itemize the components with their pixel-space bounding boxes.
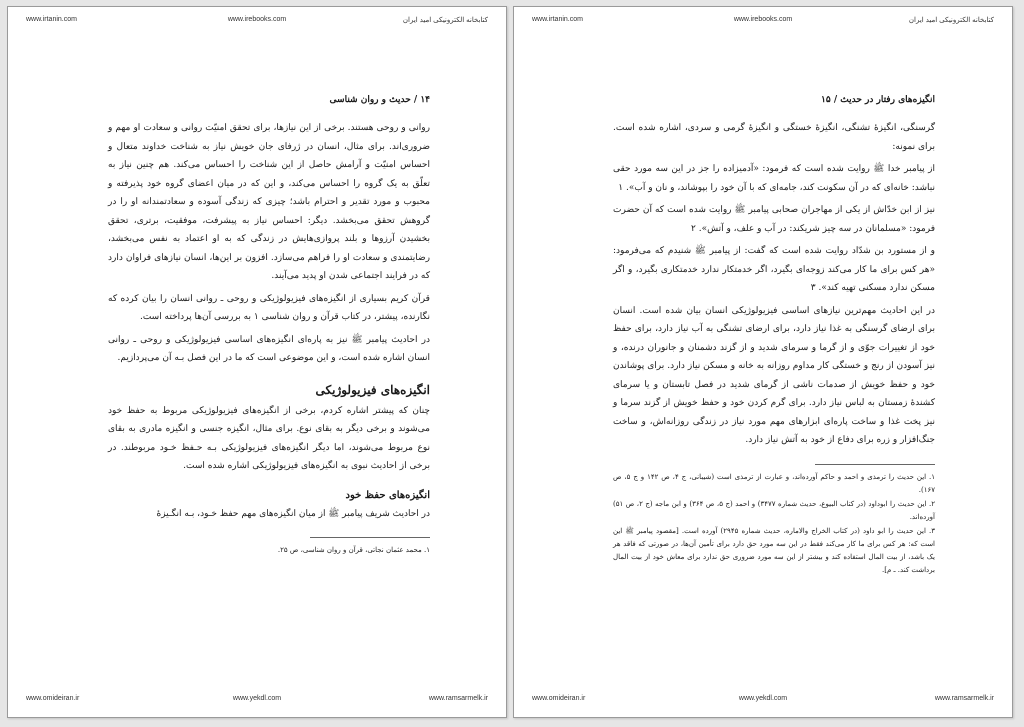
footer-link-yekdl[interactable]: www.yekdl.com xyxy=(232,695,282,702)
footer-link-omideiran[interactable]: www.omideiran.ir xyxy=(26,695,80,702)
footnote-divider xyxy=(815,464,935,465)
page-footer xyxy=(532,695,994,707)
paragraph: چنان که پیشتر اشاره کردم، برخی از انگیزه‌های فیزیولوژیکی مربوط به حفظ خود می‌شوند و برخی دیگر به بقای نوع. برای مثال، انگیزه جنسی و انگیزه مادری به بقای نوع مربوط می‌شوند، اما دیگر انگیزه‌های فیزیولوژیکی بـه حـفظ خـود مربوطند. در برخی از احادیث نبوی به انگیزه‌های فیزیولوژیکی اشاره شده است. xyxy=(108,405,430,471)
paragraph: از پیامبر خدا ﷺ روایت شده است که فرمود: «آدمیزاده را جز در این سه مورد حقی نباشد: خانه‌ای که در آن سکونت کند، جامه‌ای که با آن خود را بپوشاند، و نان و آب». ۱ xyxy=(613,164,935,193)
page-footer xyxy=(26,695,488,707)
footer-link-omideiran[interactable]: www.omideiran.ir xyxy=(532,695,586,702)
page-body xyxy=(613,95,935,578)
paragraph: در احادیث پیامبر ﷺ نیز به پاره‌ای انگیزه‌های اساسی فیزیولوژیکی و روحی ـ روانی انسان اشاره شده است، و این موضوعی است که ما در این فصل بـه آن می‌پردازیم. xyxy=(108,334,430,363)
page-body xyxy=(108,95,430,558)
section-heading-physiological-motives: انگیزه‌های فیزیولوژیکی xyxy=(315,382,430,397)
page-header xyxy=(26,16,488,28)
header-link-irtanin[interactable]: www.irtanin.com xyxy=(532,16,583,23)
paragraph: نیز از ابن خدّاش از یکی از مهاجران صحابی پیامبر ﷺ روایت شده است که آن حضرت فرمود: «مسلمانان در سه چیز شریکند: در آب و علف، و آتش». ۲ xyxy=(613,205,935,234)
paragraph: و از مستورد بن شدّاد روایت شده است که گفت: از پیامبر ﷺ شنیدم که می‌فرمود: «هر کس برای ما کار می‌کند زوجه‌ای بگیرد، اگر خدمتکار ندارد خدمتکاری بگیرد، و اگر مسکن ندارد مسکنی تهیه کند». ۳ xyxy=(613,246,935,293)
paragraph: در احادیث شریف پیامبر ﷺ از میان انگیزه‌های مهم حفظ خـود، بـه انگـیزهٔ xyxy=(156,508,430,519)
paragraph: روانی و روحی هستند. برخی از این نیازها، برای تحقق امنیّت روانی و سعادت او مهم و ضروری‌اند. برای مثال، انسان در ژرفای جان خویش نیاز به شناخت خداوند متعال و احساس امنیّت و آرامش حاصل از این شناخت را احساس می‌کند. هم چنین نیاز به تعلّق به یک گروه را احساس می‌کند، و این که در میان اعضای گروه خود پذیرفته و محبوب و مورد تقدیر و احترام باشد؛ چیزی که زندگی آسوده و سعادتمندانه او را در گروهش تحقق می‌بخشد. دیگر: احساس نیاز به پیشرفت، موفقیت، برتری، تحقق بخشیدن آرزوها و بلند پروازی‌هایش در زندگی که به او اعتماد به نفس می‌بخشد، رضایتمندی و سعادت او را فراهم می‌سازد. افزون بر این‌ها، انسان نیازهای فراوان دارد که در فرایند اجتماعی شدن او پدید می‌آیند. xyxy=(108,123,430,281)
header-link-irebooks[interactable]: www.irebooks.com xyxy=(227,16,287,23)
footer-link-ramsarmelk[interactable]: www.ramsarmelk.ir xyxy=(428,695,488,702)
running-head: ۱۴ / حدیث و روان شناسی xyxy=(329,95,430,105)
paragraph: قرآن کریم بسیاری از انگیزه‌های فیزیولوژیکی و روحی ـ روانی انسان را بیان کرده که نگارنده، پیشتر، در کتاب قرآن و روان شناسی ۱ به بررسی آن‌ها پرداخته است. xyxy=(108,293,430,322)
footer-link-yekdl[interactable]: www.yekdl.com xyxy=(738,695,788,702)
footnote-divider xyxy=(310,537,430,538)
header-link-irtanin[interactable]: www.irtanin.com xyxy=(26,16,77,23)
paragraph: گرسنگی، انگیزهٔ تشنگی، انگیزهٔ خستگی و انگیزهٔ گرمی و سردی، اشاره شده است. برای نمونه: xyxy=(613,123,935,152)
footnote: ۱. محمد عثمان نجاتی، قرآن و روان شناسی، ص ۲۵. xyxy=(277,546,430,554)
running-head: انگیزه‌های رفتار در حدیث / ۱۵ xyxy=(821,95,935,105)
header-link-irebooks[interactable]: www.irebooks.com xyxy=(733,16,793,23)
header-library-name: کتابخانه الکترونیکی امید ایران xyxy=(908,17,994,24)
paragraph: در این احادیث مهم‌ترین نیازهای اساسی فیزیولوژیکی انسان بیان شده است. انسان برای ارضای گرسنگی به غذا نیاز دارد، برای ارضای تشنگی به آب نیاز دارد، برای حفظ خود از تغییرات جوّی و از گرما و سرمای شدید و از گزند دشمنان و جانوران درنده، و نیز آسودن از رنج و خستگی کار مداوم روزانه به خانه و مسکن نیاز دارد. برای پوشاندن خود و حفظ خویش از صدمات ناشی از گرمای شدید در فصل تابستان و یا سرمای کشندهٔ زمستان به لباس نیاز دارد. برای گرم کردن خود و حفظ خویش از گزند سرما و نیز پخت غذا و ساخت پاره‌ای ابزارهای مهم مورد نیاز در زندگی روزانه‌اش، و ساخت جنگ‌افزار و زره برای دفاع از خود به آتش نیاز دارد. xyxy=(613,305,935,445)
subsection-heading-self-preservation: انگیزه‌های حفظ خود xyxy=(345,489,430,501)
header-library-name: کتابخانه الکترونیکی امید ایران xyxy=(402,17,488,24)
footnotes xyxy=(613,471,935,577)
footnotes xyxy=(108,544,430,557)
page-15 xyxy=(513,6,1013,718)
page-header xyxy=(532,16,994,28)
footnote: ۲. این حدیث را ابوداود (در کتاب البیوع، حدیث شماره ۳۴۷۷) و احمد (ج ۵، ص ۳۶۴) و ابن ماجه (ج ۲، ص ۵۱) آورده‌اند. xyxy=(613,499,935,521)
footer-link-ramsarmelk[interactable]: www.ramsarmelk.ir xyxy=(934,695,994,702)
page-14 xyxy=(7,6,507,718)
footnote: ۱. این حدیث را ترمذی و احمد و حاکم آورده‌اند، و عبارت از ترمذی است (شیبانی، ج ۴، ص ۱۴۲ و ج ۵، ص ۱۶۷). xyxy=(613,472,935,494)
footnote: ۳. این حدیث را ابو داود (در کتاب الخراج والاماره، حدیث شماره ۲۹۴۵) آورده است. [مقصود پیامبر ﷺ این است که: هر کس برای ما کار می‌کند فقط در این سه مورد حق دارد برای تأمین آن‌ها، در صورتی که فاقد هر یک باشد، از بیت المال استفاده کند و بیشتر از این سه مورد ضروری حق ندارد برای معاش خود از بیت المال برداشت کند. ـ م]. xyxy=(613,526,935,574)
